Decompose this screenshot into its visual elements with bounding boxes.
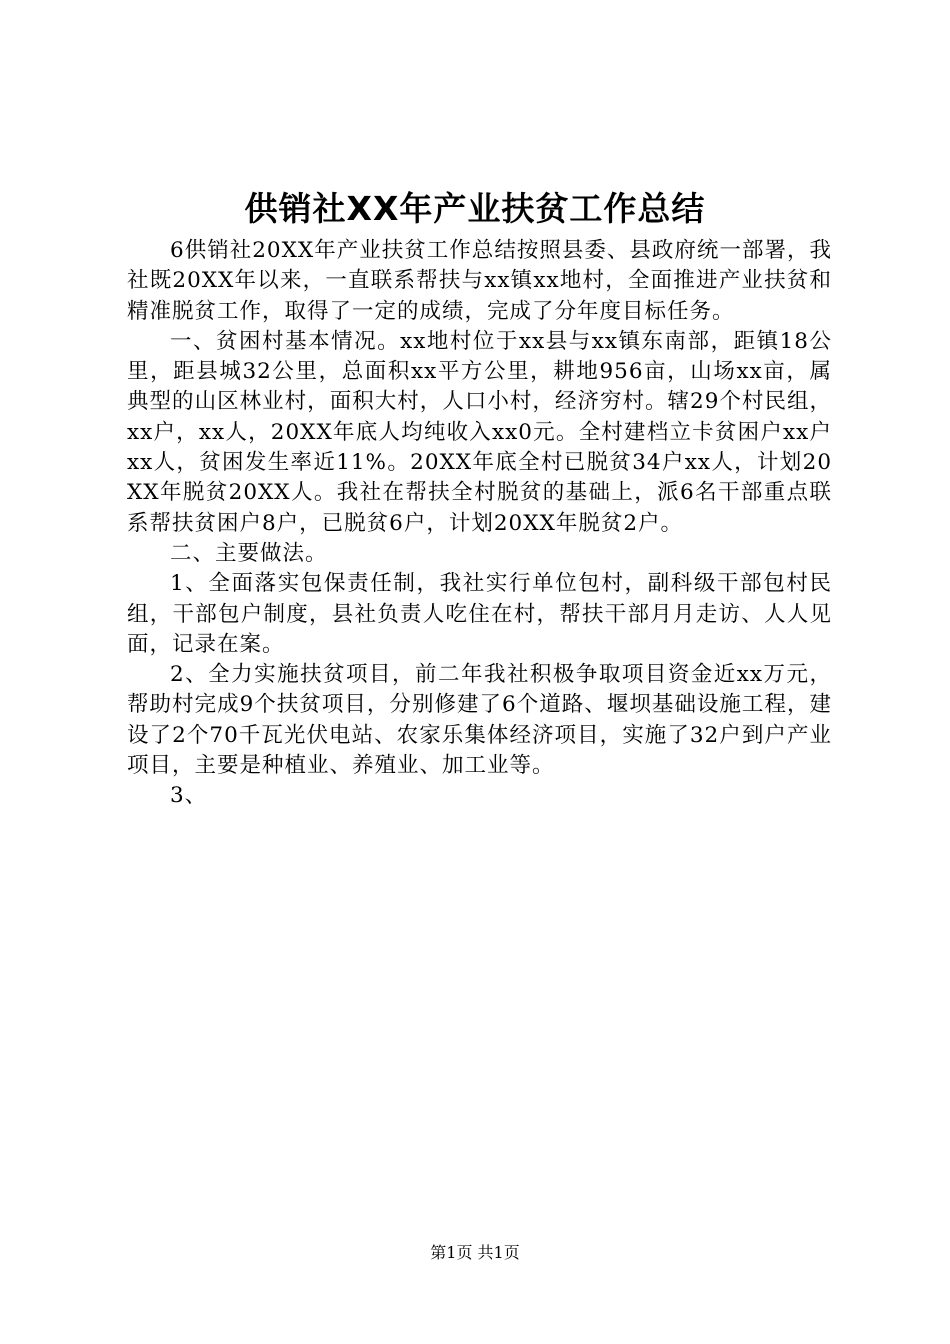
page-footer: 第1页 共1页 xyxy=(430,1243,520,1262)
document-body xyxy=(127,236,832,812)
paragraph-basic-situation: 一、贫困村基本情况。xx地村位于xx县与xx镇东南部，距镇18公里，距县城32公里，总面积xx平方公里，耕地956亩，山场xx亩，属典型的山区林业村，面积大村，人口小村，经济穷村。辖29个村民组，xx户，xx人，20XX年底人均纯收入xx0元。全村建档立卡贫困户xx户xx人，贫困发生率近11%。20XX年底全村已脱贫34户xx人，计划20XX年脱贫20XX人。我社在帮扶全村脱贫的基础上，派6名干部重点联系帮扶贫困户8户，已脱贫6户，计划20XX年脱贫2户。 xyxy=(127,328,832,536)
paragraph-method-2: 2、全力实施扶贫项目，前二年我社积极争取项目资金近xx万元，帮助村完成9个扶贫项目，分别修建了6个道路、堰坝基础设施工程，建设了2个70千瓦光伏电站、农家乐集体经济项目，实施了32户到户产业项目，主要是种植业、养殖业、加工业等。 xyxy=(127,662,832,779)
document-title: 供销社XX年产业扶贫工作总结 xyxy=(244,189,706,228)
paragraph-main-methods-heading: 二、主要做法。 xyxy=(170,540,328,566)
paragraph-intro: 6供销社20XX年产业扶贫工作总结按照县委、县政府统一部署，我社既20XX年以来，一直联系帮扶与xx镇xx地村，全面推进产业扶贫和精准脱贫工作，取得了一定的成绩，完成了分年度目标任务。 xyxy=(127,238,832,324)
paragraph-method-1: 1、全面落实包保责任制，我社实行单位包村，副科级干部包村民组，干部包户制度，县社负责人吃住在村，帮扶干部月月走访、人人见面，记录在案。 xyxy=(127,571,832,657)
paragraph-method-3: 3、 xyxy=(170,783,208,809)
